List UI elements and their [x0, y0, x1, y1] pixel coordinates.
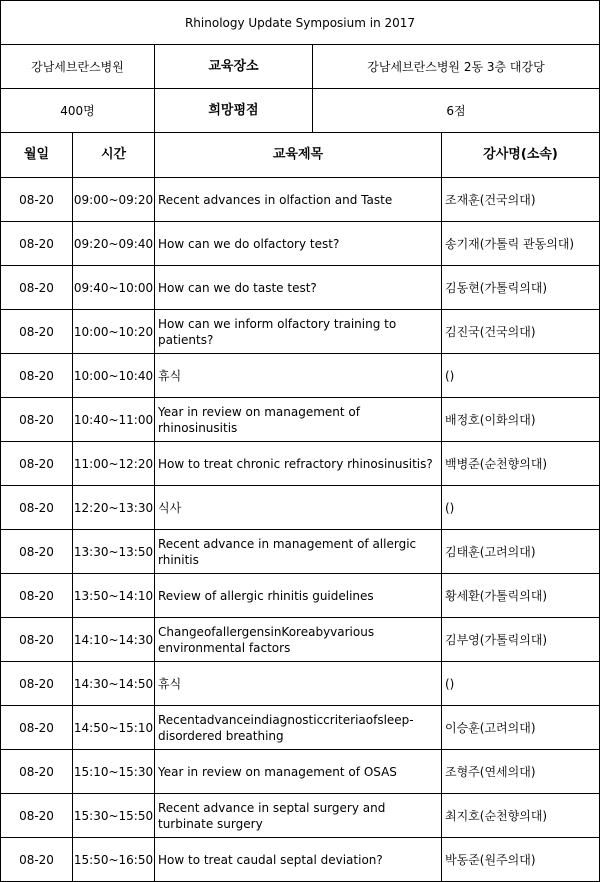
- cell-date: 08-20: [0, 178, 73, 222]
- credit-label: 희망평점: [155, 89, 313, 133]
- table-row: [0, 706, 600, 750]
- cell-date: 08-20: [0, 618, 73, 662]
- cell-topic: How to treat chronic refractory rhinosinusitis?: [155, 442, 442, 486]
- table-row: [0, 266, 600, 310]
- venue-value: 강남세브란스병원 2동 3층 대강당: [313, 45, 600, 89]
- cell-topic: ChangeofallergensinKoreabyvarious environmental factors: [155, 618, 442, 662]
- table-row: [0, 662, 600, 706]
- cell-date: 08-20: [0, 794, 73, 838]
- cell-time: 09:40~10:00: [73, 266, 155, 310]
- cell-time: 10:00~10:40: [73, 354, 155, 398]
- table-row: [0, 794, 600, 838]
- info-row-venue: [0, 45, 600, 89]
- cell-topic: How to treat caudal septal deviation?: [155, 838, 442, 882]
- cell-speaker: 배정호(이화의대): [442, 398, 600, 442]
- cell-date: 08-20: [0, 354, 73, 398]
- cell-speaker: 조형주(연세의대): [442, 750, 600, 794]
- cell-time: 10:40~11:00: [73, 398, 155, 442]
- cell-speaker: 송기재(가톨릭 관동의대): [442, 222, 600, 266]
- cell-time: 09:20~09:40: [73, 222, 155, 266]
- cell-date: 08-20: [0, 398, 73, 442]
- cell-date: 08-20: [0, 222, 73, 266]
- cell-date: 08-20: [0, 442, 73, 486]
- capacity-cell: 400명: [0, 89, 155, 133]
- table-row: [0, 530, 600, 574]
- cell-speaker: 이승훈(고려의대): [442, 706, 600, 750]
- cell-topic: 식사: [155, 486, 442, 530]
- info-row-credit: [0, 89, 600, 133]
- cell-topic: Recentadvanceindiagnosticcriteriaofsleep-disordered breathing: [155, 706, 442, 750]
- header-speaker: 강사명(소속): [442, 133, 600, 178]
- cell-topic: Recent advance in management of allergic rhinitis: [155, 530, 442, 574]
- cell-speaker: (): [442, 486, 600, 530]
- cell-date: 08-20: [0, 838, 73, 882]
- cell-date: 08-20: [0, 310, 73, 354]
- table-row: [0, 178, 600, 222]
- cell-time: 14:30~14:50: [73, 662, 155, 706]
- cell-time: 15:50~16:50: [73, 838, 155, 882]
- cell-topic: How can we do taste test?: [155, 266, 442, 310]
- cell-speaker: (): [442, 662, 600, 706]
- cell-topic: 휴식: [155, 354, 442, 398]
- cell-time: 09:00~09:20: [73, 178, 155, 222]
- header-topic: 교육제목: [155, 133, 442, 178]
- cell-time: 13:50~14:10: [73, 574, 155, 618]
- cell-date: 08-20: [0, 266, 73, 310]
- cell-speaker: 백병준(순천향의대): [442, 442, 600, 486]
- cell-time: 14:50~15:10: [73, 706, 155, 750]
- cell-date: 08-20: [0, 574, 73, 618]
- title-row: [0, 0, 600, 45]
- cell-speaker: 김태훈(고려의대): [442, 530, 600, 574]
- cell-topic: How can we inform olfactory training to patients?: [155, 310, 442, 354]
- cell-speaker: 김부영(가톨릭의대): [442, 618, 600, 662]
- cell-topic: Year in review on management of OSAS: [155, 750, 442, 794]
- table-row: [0, 486, 600, 530]
- table-header: [0, 133, 600, 178]
- cell-speaker: (): [442, 354, 600, 398]
- cell-speaker: 조재훈(건국의대): [442, 178, 600, 222]
- cell-time: 11:00~12:20: [73, 442, 155, 486]
- cell-speaker: 황세환(가톨릭의대): [442, 574, 600, 618]
- cell-date: 08-20: [0, 706, 73, 750]
- table-row: [0, 750, 600, 794]
- host-cell: 강남세브란스병원: [0, 45, 155, 89]
- table-row: [0, 310, 600, 354]
- cell-time: 12:20~13:30: [73, 486, 155, 530]
- header-date: 월일: [0, 133, 73, 178]
- venue-label: 교육장소: [155, 45, 313, 89]
- table-row: [0, 442, 600, 486]
- table-row: [0, 222, 600, 266]
- cell-date: 08-20: [0, 486, 73, 530]
- table-row: [0, 838, 600, 882]
- table-row: [0, 618, 600, 662]
- cell-speaker: 최지호(순천향의대): [442, 794, 600, 838]
- table-row: [0, 354, 600, 398]
- cell-time: 10:00~10:20: [73, 310, 155, 354]
- cell-topic: 휴식: [155, 662, 442, 706]
- cell-speaker: 김진국(건국의대): [442, 310, 600, 354]
- table-row: [0, 398, 600, 442]
- header-time: 시간: [73, 133, 155, 178]
- cell-speaker: 김동현(가톨릭의대): [442, 266, 600, 310]
- cell-date: 08-20: [0, 662, 73, 706]
- cell-topic: Review of allergic rhinitis guidelines: [155, 574, 442, 618]
- cell-time: 15:30~15:50: [73, 794, 155, 838]
- credit-value: 6점: [313, 89, 600, 133]
- cell-topic: Year in review on management of rhinosinusitis: [155, 398, 442, 442]
- cell-speaker: 박동준(원주의대): [442, 838, 600, 882]
- cell-time: 13:30~13:50: [73, 530, 155, 574]
- cell-date: 08-20: [0, 750, 73, 794]
- page-title: Rhinology Update Symposium in 2017: [0, 1, 600, 45]
- cell-topic: How can we do olfactory test?: [155, 222, 442, 266]
- cell-topic: Recent advance in septal surgery and turbinate surgery: [155, 794, 442, 838]
- cell-topic: Recent advances in olfaction and Taste: [155, 178, 442, 222]
- table-row: [0, 574, 600, 618]
- cell-time: 14:10~14:30: [73, 618, 155, 662]
- cell-date: 08-20: [0, 530, 73, 574]
- cell-time: 15:10~15:30: [73, 750, 155, 794]
